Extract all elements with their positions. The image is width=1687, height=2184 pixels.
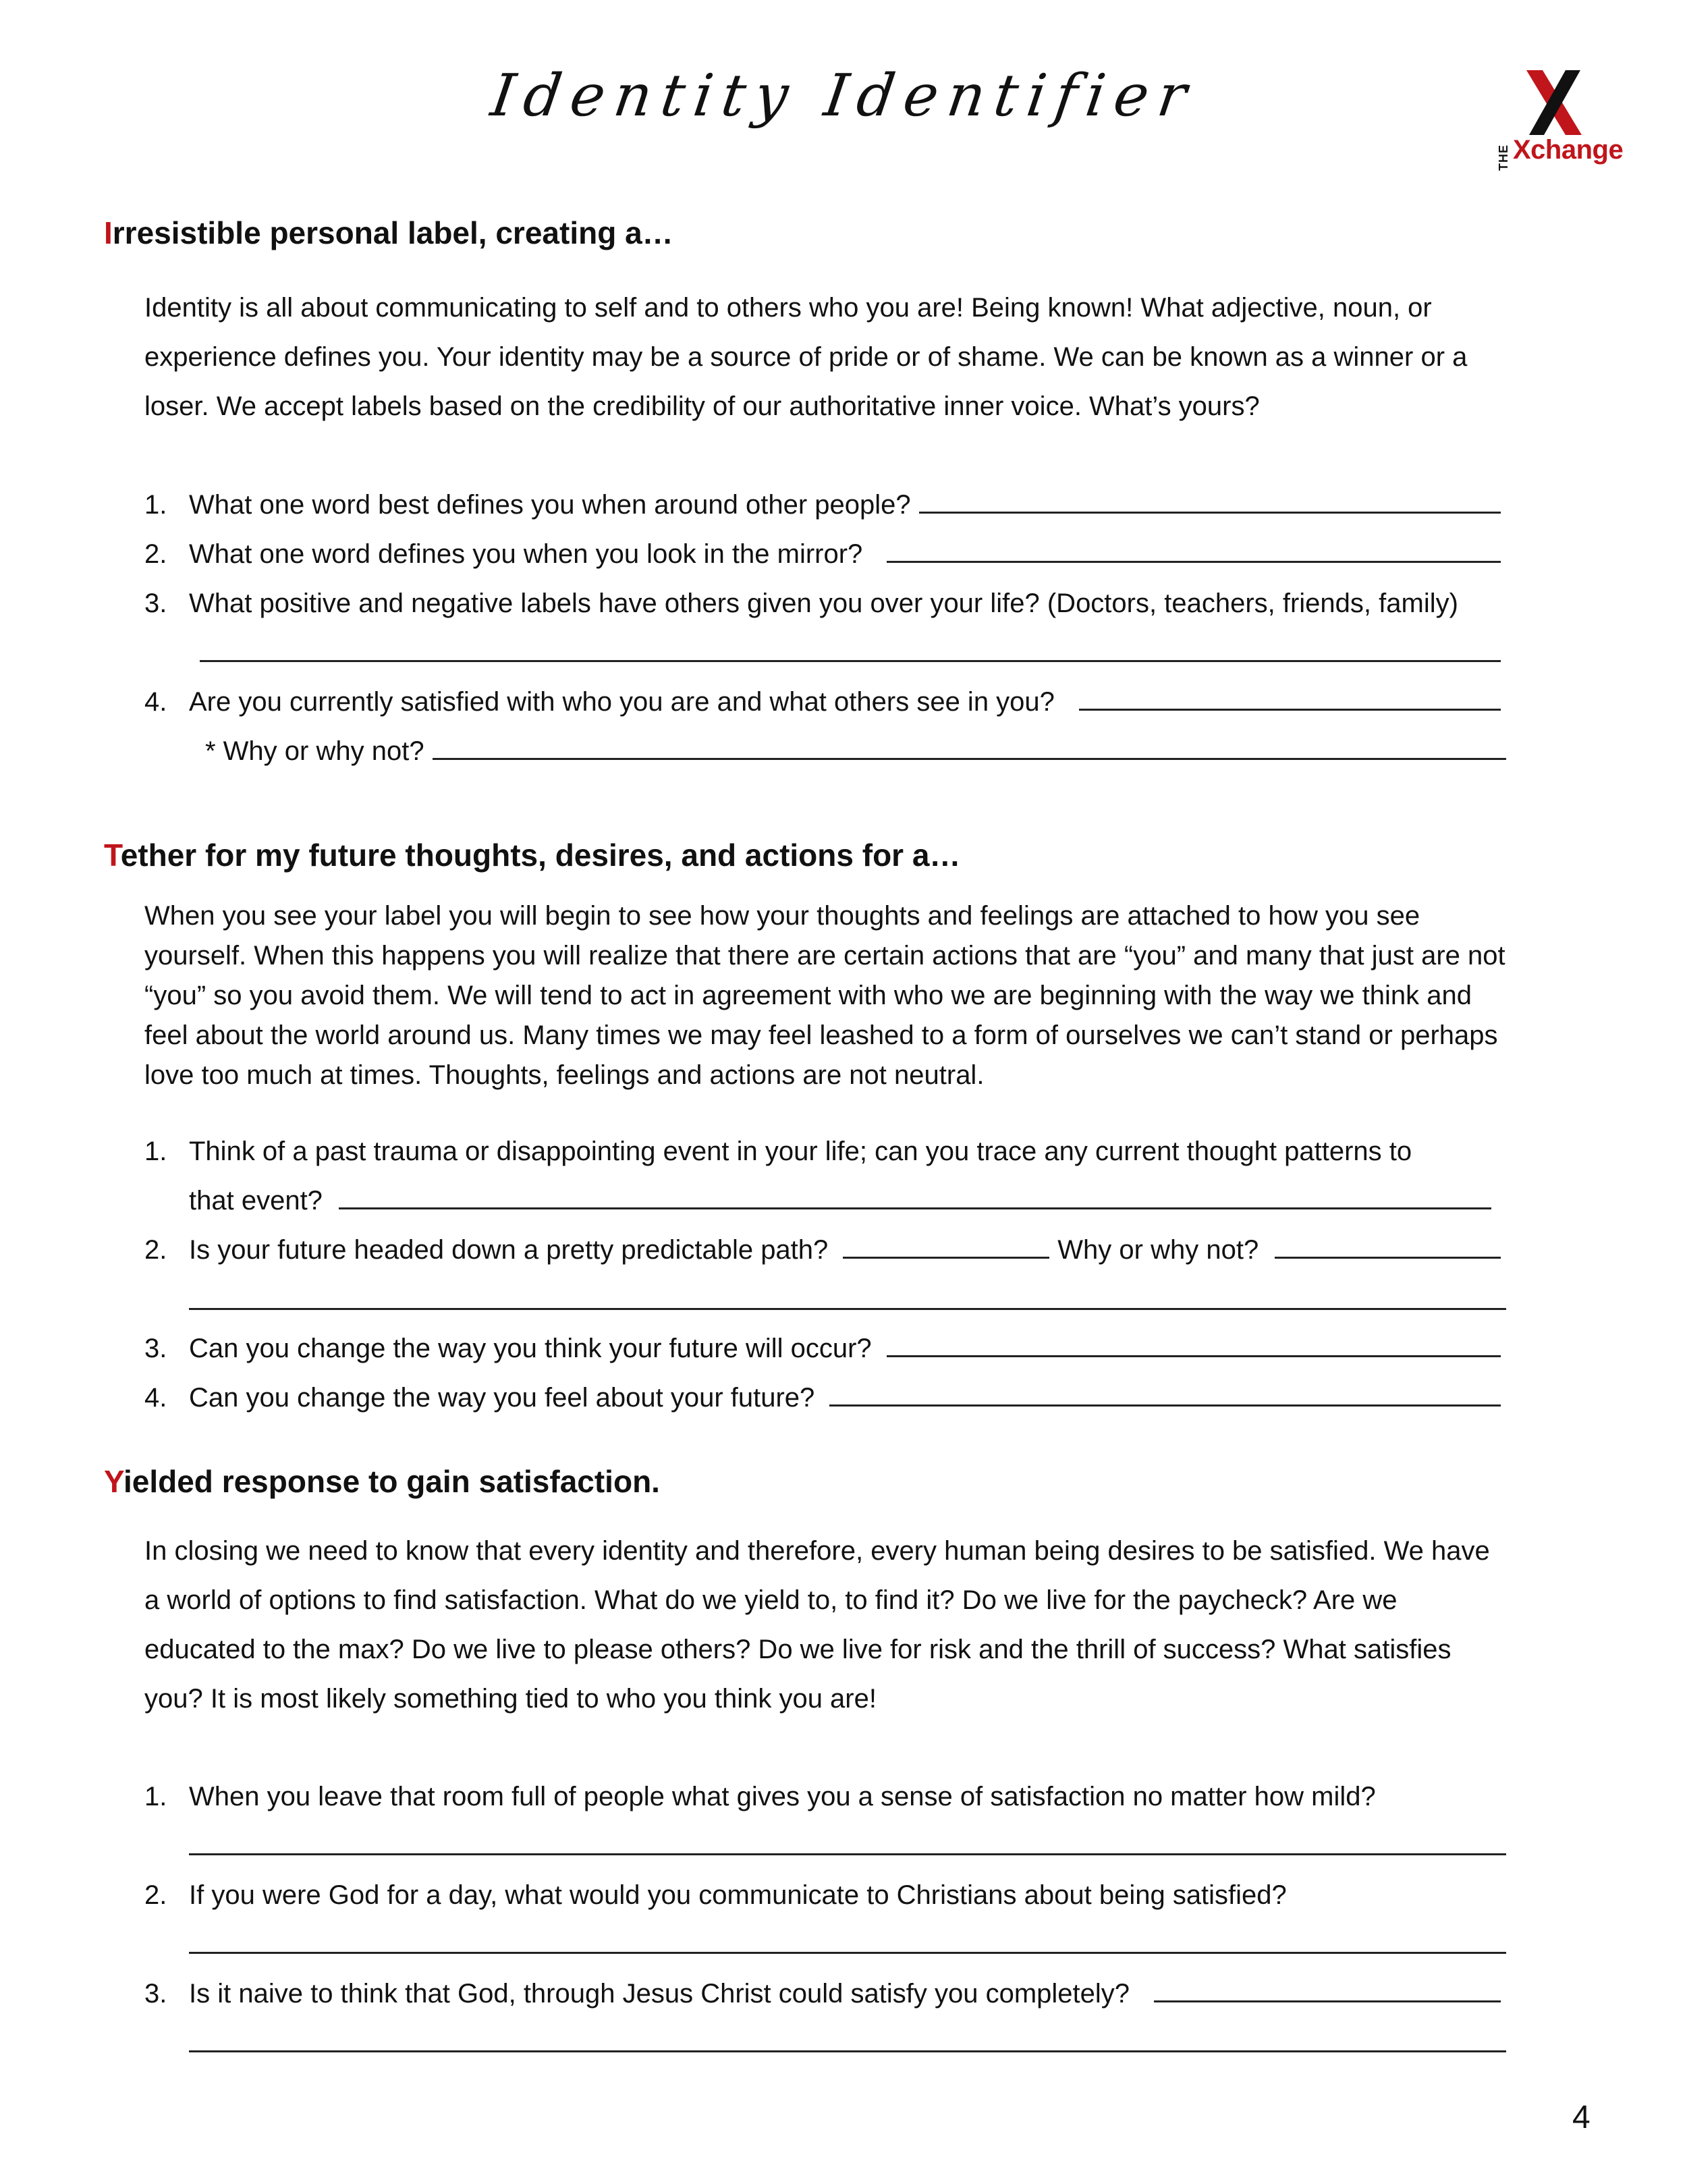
answer-line[interactable] bbox=[1275, 1230, 1501, 1259]
xchange-logo bbox=[1497, 70, 1633, 171]
section-heading-yielded bbox=[104, 1463, 660, 1500]
question-item bbox=[144, 481, 1501, 529]
question-item bbox=[144, 1969, 1501, 2018]
question-text: Can you change the way you think your future will occur? bbox=[189, 1334, 872, 1363]
answer-line[interactable] bbox=[189, 1308, 1506, 1310]
section-heading-tether bbox=[104, 837, 960, 873]
page-number: 4 bbox=[1572, 2100, 1591, 2135]
question-text: Is it naive to think that God, through Jesus Christ could satisfy you completely? bbox=[189, 1979, 1130, 2009]
logo-brand-text: Xchange bbox=[1513, 135, 1624, 165]
question-text: What one word best defines you when around other people? bbox=[189, 490, 911, 520]
section-paragraph: Identity is all about communicating to self and to others who you are! Being known! What adjective, noun, or experience defines you. Your identity may be a source of pride or of shame. We can be known as a winner or a loser. We accept labels based on the credibility of our authoritative inner voice. What’s yours? bbox=[144, 293, 1468, 421]
logo-the-text: THE bbox=[1497, 144, 1510, 171]
section-paragraph: When you see your label you will begin to see how your thoughts and feelings are attached to how you see yourself. When this happens you will realize that there are certain actions that are “you” and many that just are not “you” so you avoid them. We will tend to act in agreement with who we are beginning with the way we think and feel about the world around us. Many times we may feel leashed to a form of ourselves we can’t stand or perhaps love too much at times. Thoughts, feelings and actions are not neutral. bbox=[144, 901, 1505, 1090]
question-subitem bbox=[205, 727, 1506, 775]
question-text: Think of a past trauma or disappointing event in your life; can you trace any current thought patterns to bbox=[189, 1137, 1412, 1166]
question-number: 1. bbox=[144, 1782, 167, 1811]
question-text: Can you change the way you feel about your future? bbox=[189, 1383, 815, 1413]
question-item bbox=[144, 678, 1501, 726]
question-item bbox=[144, 530, 1501, 578]
question-number: 3. bbox=[144, 589, 167, 618]
heading-text: ielded response to gain satisfaction. bbox=[123, 1464, 660, 1499]
question-text: If you were God for a day, what would you communicate to Christians about being satisfied? bbox=[189, 1880, 1287, 1910]
question-text: Are you currently satisfied with who you are and what others see in you? bbox=[189, 687, 1055, 717]
answer-line[interactable] bbox=[433, 731, 1506, 760]
heading-text: rresistible personal label, creating a… bbox=[112, 215, 673, 250]
question-continuation bbox=[189, 1176, 1491, 1225]
answer-line[interactable] bbox=[843, 1230, 1049, 1259]
heading-initial: I bbox=[104, 215, 113, 250]
question-number: 3. bbox=[144, 1979, 167, 2009]
question-item bbox=[144, 579, 1501, 628]
heading-initial: T bbox=[104, 838, 121, 873]
x-logo-icon bbox=[1524, 70, 1584, 135]
question-item bbox=[144, 1373, 1501, 1422]
answer-line[interactable] bbox=[919, 485, 1501, 514]
section-heading-identity bbox=[104, 215, 673, 251]
question-item bbox=[144, 1127, 1501, 1176]
question-number: 2. bbox=[144, 1880, 167, 1910]
answer-line[interactable] bbox=[1154, 1973, 1501, 2002]
answer-line[interactable] bbox=[189, 1952, 1506, 1954]
page-title: Identity Identifier bbox=[487, 62, 1200, 130]
question-item bbox=[144, 1226, 1501, 1274]
question-number: 4. bbox=[144, 687, 167, 717]
heading-text: ether for my future thoughts, desires, and actions for a… bbox=[120, 838, 961, 873]
question-followup: Why or why not? bbox=[1057, 1235, 1259, 1265]
answer-line[interactable] bbox=[1079, 682, 1501, 711]
answer-line[interactable] bbox=[189, 1853, 1506, 1855]
question-item bbox=[144, 1324, 1501, 1373]
question-number: 4. bbox=[144, 1383, 167, 1413]
question-number: 2. bbox=[144, 1235, 167, 1265]
question-item bbox=[144, 1772, 1501, 1821]
section-paragraph: In closing we need to know that every identity and therefore, every human being desires to be satisfied. We have a world of options to find satisfaction. What do we yield to, to find it? Do we live for the paycheck? Are we educated to the max? Do we live to please others? Do we live for risk and the thrill of success? What satisfies you? It is most likely something tied to who you think you are! bbox=[144, 1536, 1490, 1714]
answer-line[interactable] bbox=[339, 1180, 1491, 1209]
question-text: What positive and negative labels have others given you over your life? (Doctors, teachers, friends, family) bbox=[189, 589, 1458, 618]
answer-line[interactable] bbox=[887, 1328, 1501, 1357]
question-number: 1. bbox=[144, 490, 167, 520]
question-number: 3. bbox=[144, 1334, 167, 1363]
question-text: Is your future headed down a pretty predictable path? bbox=[189, 1235, 829, 1265]
answer-line[interactable] bbox=[829, 1377, 1501, 1407]
question-number: 2. bbox=[144, 539, 167, 569]
heading-initial: Y bbox=[104, 1464, 123, 1499]
question-item bbox=[144, 1871, 1501, 1919]
question-subtext: * Why or why not? bbox=[205, 736, 424, 766]
question-text: that event? bbox=[189, 1186, 323, 1216]
answer-line[interactable] bbox=[200, 660, 1501, 662]
question-text: What one word defines you when you look in the mirror? bbox=[189, 539, 863, 569]
answer-line[interactable] bbox=[189, 2050, 1506, 2052]
answer-line[interactable] bbox=[887, 534, 1501, 563]
question-text: When you leave that room full of people what gives you a sense of satisfaction no matter how mild? bbox=[189, 1782, 1376, 1811]
question-number: 1. bbox=[144, 1137, 167, 1166]
